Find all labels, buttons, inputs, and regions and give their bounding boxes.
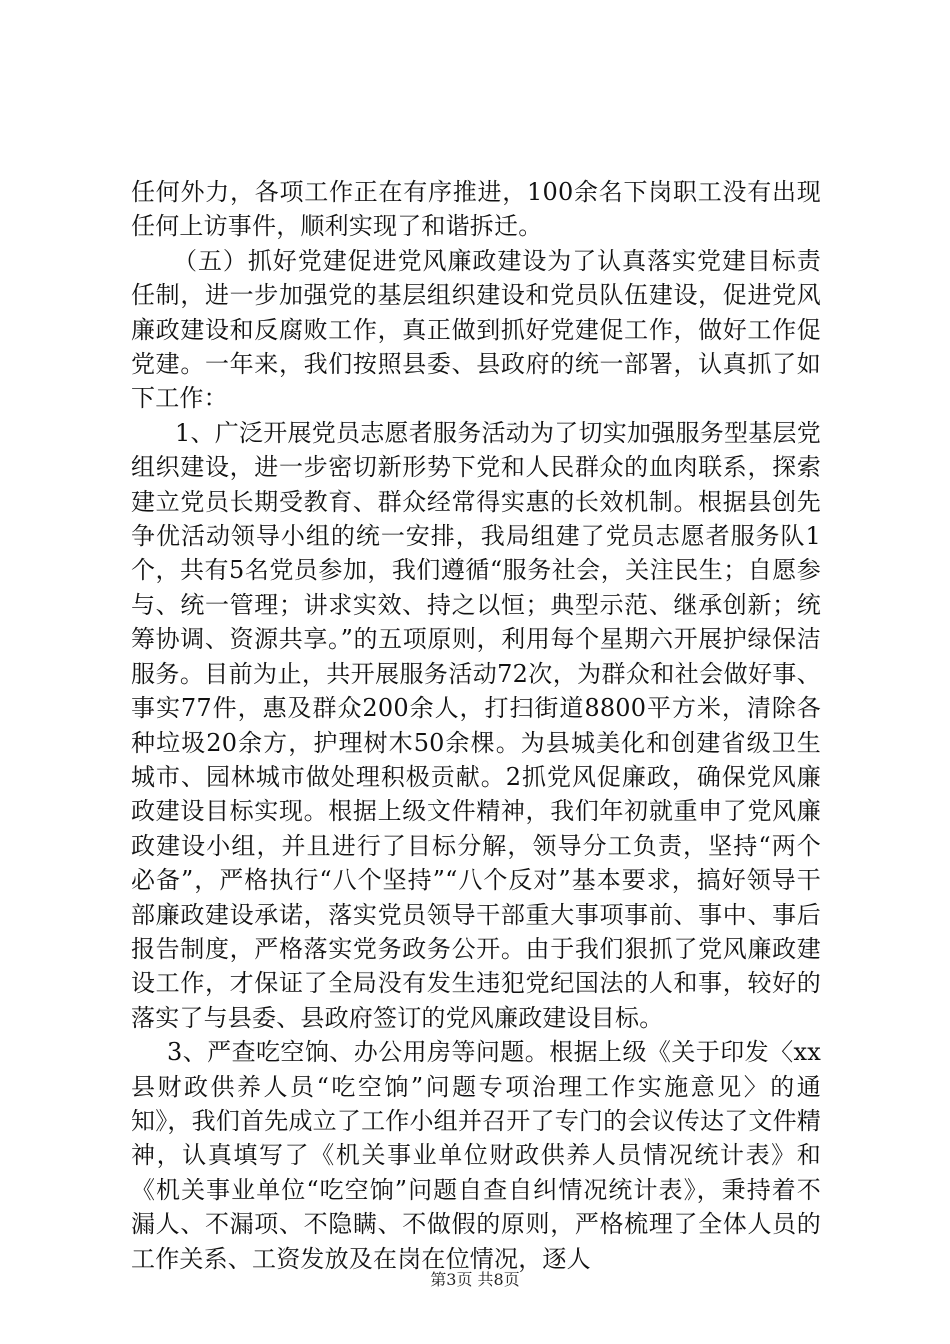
paragraph-item-one: 1、广泛开展党员志愿者服务活动为了切实加强服务型基层党组织建设，进一步密切新形势下党和人民群众的血肉联系，探索建立党员长期受教育、群众经常得实惠的长效机制。根据县创先争优活动领导小组的统一安排，我局组建了党员志愿者服务队1个，共有5名党员参加，我们遵循“服务社会，关注民生；自愿参与、统一管理；讲求实效、持之以恒；典型示范、继承创新；统筹协调、资源共享。”的五项原则，利用每个星期六开展护绿保洁服务。目前为止，共开展服务活动72次，为群众和社会做好事、事实77件，惠及群众200余人，打扫街道8800平方米，清除各种垃圾20余方，护理树木50余棵。为县城美化和创建省级卫生城市、园林城市做处理积极贡献。2抓党风促廉政，确保党风廉政建设目标实现。根据上级文件精神，我们年初就重申了党风廉政建设小组，并且进行了目标分解，领导分工负责，坚持“两个必备”，严格执行“八个坚持”“八个反对”基本要求，搞好领导干部廉政建设承诺，落实党员领导干部重大事项事前、事中、事后报告制度，严格落实党务政务公开。由于我们狠抓了党风廉政建设工作，才保证了全局没有发生违犯党纪国法的人和事，较好的落实了与县委、县政府签订的党风廉政建设目标。 <box>131 418 821 1032</box>
page-number: 第3页 共8页 <box>430 1270 520 1289</box>
paragraph-section-five: （五）抓好党建促进党风廉政建设为了认真落实党建目标责任制，进一步加强党的基层组织建设和党员队伍建设，促进党风廉政建设和反腐败工作，真正做到抓好党建促工作，做好工作促党建。一年来，我们按照县委、县政府的统一部署，认真抓了如下工作： <box>131 246 821 413</box>
page-footer <box>0 1270 950 1290</box>
paragraph-continuation: 任何外力，各项工作正在有序推进，100余名下岗职工没有出现任何上访事件，顺利实现了和谐拆迁。 <box>131 178 821 241</box>
paragraph-item-three: 3、严查吃空饷、办公用房等问题。根据上级《关于印发〈xx县财政供养人员“吃空饷”问题专项治理工作实施意见〉的通知》，我们首先成立了工作小组并召开了专门的会议传达了文件精神，认真填写了《机关事业单位财政供养人员情况统计表》和《机关事业单位“吃空饷”问题自查自纠情况统计表》，秉持着不漏人、不漏项、不隐瞒、不做假的原则，严格梳理了全体人员的工作关系、工资发放及在岗在位情况，逐人 <box>131 1038 821 1273</box>
document-body <box>131 175 821 1276</box>
